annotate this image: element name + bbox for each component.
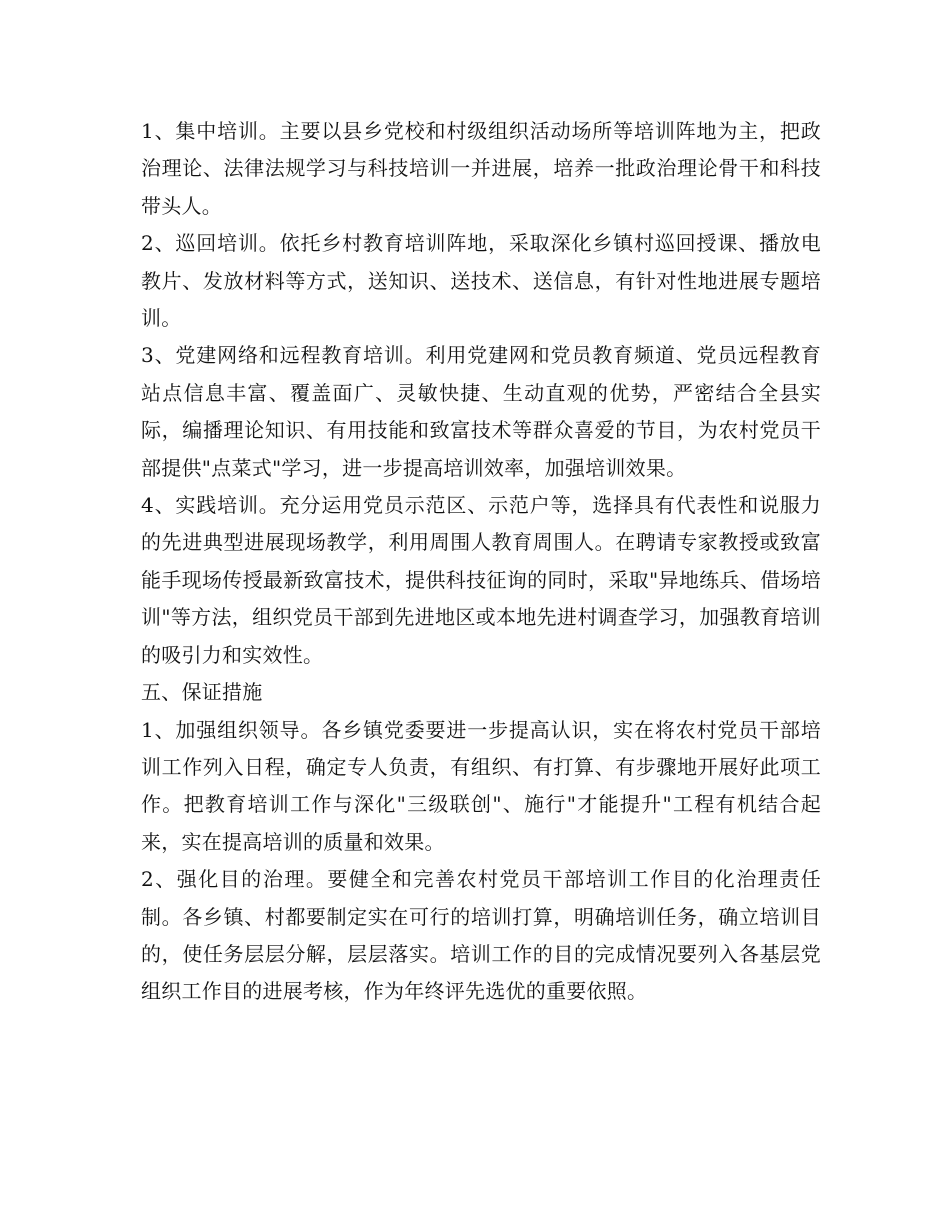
section-heading-guarantee-measures: 五、保证措施: [141, 680, 263, 705]
paragraph-practice-training: 4、实践培训。充分运用党员示范区、示范户等，选择具有代表性和说服力的先进典型进展现场教学，利用周围人教育周围人。在聘请专家教授或致富能手现场传授最新致富技术，提供科技征询的同时，采取"异地练兵、借场培训"等方法，组织党员干部到先进地区或本地先进村调查学习，加强教育培训的吸引力和实效性。: [141, 493, 821, 667]
paragraph-touring-training: 2、巡回培训。依托乡村教育培训阵地，采取深化乡镇村巡回授课、播放电教片、发放材料等方式，送知识、送技术、送信息，有针对性地进展专题培训。: [141, 231, 821, 331]
paragraph-strengthen-leadership: 1、加强组织领导。各乡镇党委要进一步提高认识，实在将农村党员干部培训工作列入日程，确定专人负责，有组织、有打算、有步骤地开展好此项工作。把教育培训工作与深化"三级联创"、施行"才能提升"工程有机结合起来，实在提高培训的质量和效果。: [141, 717, 821, 854]
paragraph-network-remote-training: 3、党建网络和远程教育培训。利用党建网和党员教育频道、党员远程教育站点信息丰富、覆盖面广、灵敏快捷、生动直观的优势，严密结合全县实际，编播理论知识、有用技能和致富技术等群众喜爱的节目，为农村党员干部提供"点菜式"学习，进一步提高培训效率，加强培训效果。: [141, 343, 821, 480]
paragraph-centralized-training: 1、集中培训。主要以县乡党校和村级组织活动场所等培训阵地为主，把政治理论、法律法规学习与科技培训一并进展，培养一批政治理论骨干和科技带头人。: [141, 119, 821, 218]
paragraph-target-management: 2、强化目的治理。要健全和完善农村党员干部培训工作目的化治理责任制。各乡镇、村都要制定实在可行的培训打算，明确培训任务，确立培训目的，使任务层层分解，层层落实。培训工作的目的完成情况要列入各基层党组织工作目的进展考核，作为年终评先选优的重要依照。: [141, 867, 821, 1004]
document-body: [141, 113, 821, 1011]
